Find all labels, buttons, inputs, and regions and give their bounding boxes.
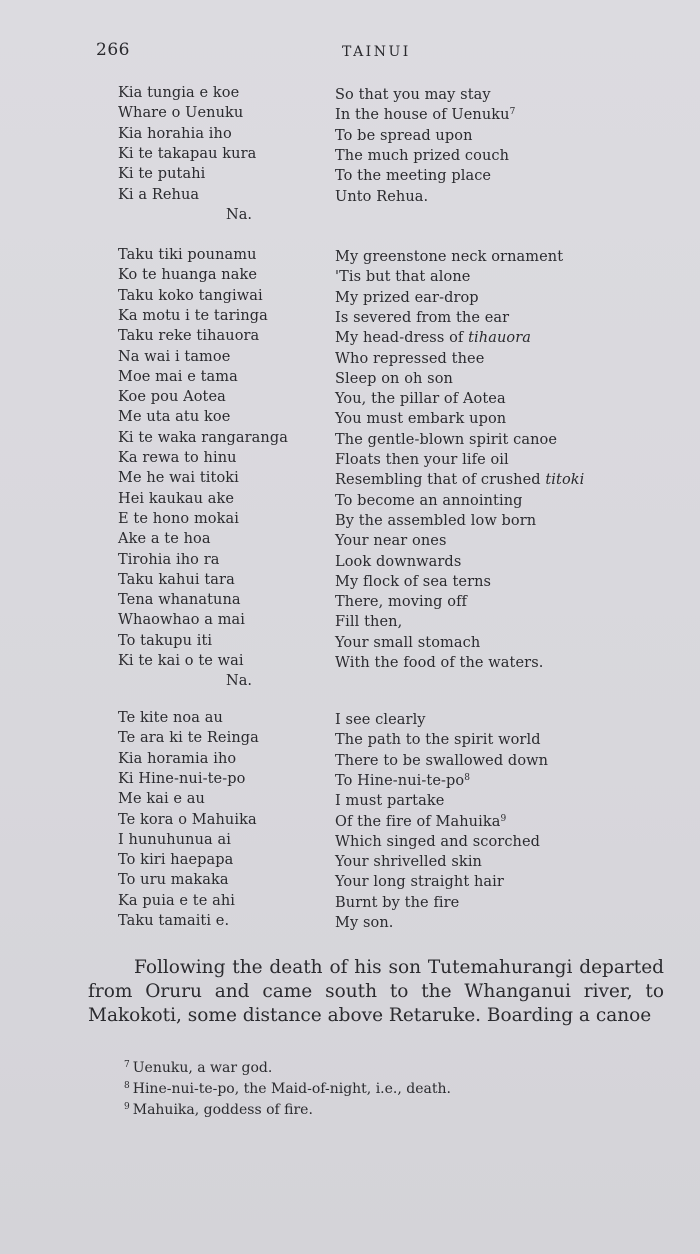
maori-line: Ka puia e te ahi: [118, 892, 236, 909]
maori-line: Koe pou Aotea: [118, 389, 226, 406]
english-line: My son.: [335, 915, 394, 931]
verse-line: [0, 409, 700, 429]
maori-line: Kia tungia e koe: [118, 85, 240, 101]
verse-line: [0, 470, 700, 490]
verse-line: [0, 832, 700, 852]
maori-line: Ki a Rehua: [118, 186, 200, 203]
english-line: Fill then,: [335, 614, 403, 631]
maori-line: Ki te waka rangaranga: [118, 429, 288, 446]
english-line: Resembling that of crushed titoki: [335, 472, 585, 489]
verse-line: [0, 126, 700, 146]
maori-line: Ko te huanga nake: [118, 267, 258, 284]
verse-line: [0, 267, 700, 287]
page-number: 266: [96, 40, 130, 60]
verse-line: [0, 146, 700, 166]
verse-line: [0, 308, 700, 328]
verse-line: [0, 389, 700, 409]
english-line: Your small stomach: [335, 634, 481, 651]
english-line: Your near ones: [335, 533, 447, 550]
english-line: Sleep on oh son: [335, 370, 453, 387]
verse-line: [0, 450, 700, 470]
refrain: Na.: [226, 673, 252, 690]
verse-line: [0, 653, 700, 673]
verse-line: [0, 572, 700, 592]
maori-line: To kiri haepapa: [118, 852, 234, 869]
italic-word: tihauora: [468, 330, 531, 347]
verse-line: [0, 531, 700, 551]
verse-line: [0, 369, 700, 389]
verse-line: [0, 913, 700, 933]
verse-line: [0, 349, 700, 369]
english-line: Burnt by the fire: [335, 894, 460, 911]
maori-line: Taku tamaiti e.: [118, 913, 230, 929]
maori-line: To uru makaka: [118, 872, 229, 889]
verse-line: [0, 592, 700, 612]
english-line: There to be swallowed down: [335, 752, 549, 769]
verse-line: [0, 552, 700, 572]
footnote-mark: 9: [124, 1102, 130, 1112]
maori-line: Whaowhao a mai: [118, 612, 246, 629]
maori-line: To takupu iti: [118, 632, 213, 649]
running-head: TAINUI: [342, 44, 411, 60]
english-line: Floats then your life oil: [335, 452, 509, 468]
english-line: The path to the spirit world: [335, 732, 541, 749]
english-line: The gentle-blown spirit canoe: [335, 431, 558, 448]
english-line: My flock of sea terns: [335, 573, 492, 590]
page-header: [96, 40, 656, 66]
verse-line: [0, 893, 700, 913]
verse-line: [0, 166, 700, 186]
maori-line: Ka rewa to hinu: [118, 450, 237, 466]
verse-line: [0, 633, 700, 653]
maori-line: Ki Hine-nui-te-po: [118, 770, 246, 787]
maori-line: E te hono mokai: [118, 510, 240, 527]
footnote: [124, 1060, 272, 1076]
verse-line: [0, 730, 700, 750]
maori-line: Ake a te hoa: [118, 531, 211, 548]
footnote-text: Mahuika, goddess of fire.: [132, 1102, 313, 1118]
verse-line: [0, 288, 700, 308]
footnote-mark: 7: [124, 1060, 130, 1070]
maori-line: Taku tiki pounamu: [118, 247, 257, 263]
verse-line: [0, 511, 700, 531]
maori-line: Taku reke tihauora: [118, 328, 260, 345]
verse-line: [0, 872, 700, 892]
maori-line: I hunuhunua ai: [118, 831, 231, 848]
footnote-mark: 8: [124, 1081, 130, 1091]
english-line: Your long straight hair: [335, 874, 504, 891]
maori-line: Me uta atu koe: [118, 409, 231, 426]
verse-line: [0, 791, 700, 811]
footnote: [124, 1081, 451, 1097]
english-line: To the meeting place: [335, 168, 492, 185]
english-line: Who repressed thee: [335, 350, 485, 367]
english-line: Look downwards: [335, 553, 462, 570]
verse-line: [0, 771, 700, 791]
english-line: My prized ear-drop: [335, 289, 479, 306]
english-line: By the assembled low born: [335, 512, 537, 529]
english-line: To Hine-$nui-te-po^8$: [335, 772, 471, 789]
maori-line: Kia horahia iho: [118, 125, 232, 142]
maori-line: Taku koko tangiwai: [118, 287, 263, 304]
english-line: You, the pillar of Aotea: [335, 391, 506, 408]
english-line: 'Tis but that alone: [335, 269, 471, 286]
english-line: You must embark upon: [335, 411, 507, 428]
english-line: I must partake: [335, 793, 445, 810]
footnote-ref: 8: [464, 772, 471, 783]
footnote-text: Uenuku, a war god.: [132, 1060, 273, 1076]
english-line: Your shrivelled skin: [335, 854, 482, 871]
english-line: With the food of the waters.: [335, 655, 544, 671]
maori-line: Ka motu i te taringa: [118, 307, 268, 324]
maori-line: Ki te kai o te wai: [118, 653, 244, 669]
english-line: I see clearly: [335, 712, 426, 728]
verse-line: [0, 328, 700, 348]
maori-line: Te kora o Mahuika: [118, 811, 257, 828]
english-line: Which singed and scorched: [335, 833, 541, 850]
verse-line: [0, 852, 700, 872]
maori-line: Me kai e au: [118, 791, 205, 808]
maori-line: Moe mai e tama: [118, 368, 238, 385]
italic-word: titoki: [545, 472, 585, 489]
verse-line: [0, 85, 700, 105]
maori-line: Tirohia iho ra: [118, 551, 220, 568]
maori-line: Ki te takapau kura: [118, 145, 257, 162]
maori-line: Taku kahui tara: [118, 571, 235, 588]
footnote: [124, 1102, 313, 1118]
footnote-text: Hine-nui-te-po, the Maid-of-night, i.e., death.: [132, 1081, 451, 1097]
verse-line: [0, 812, 700, 832]
english-line: In the house of Uenuku$^7$: [335, 107, 516, 124]
maori-line: Whare o Uenuku: [118, 105, 244, 122]
maori-line: Tena whanatuna: [118, 592, 241, 609]
prose-text: Following the death of his son Tutemahurangi departed from Oruru and came south to the Whanganui river, to Makokoti, some distance above Retaruke. Boarding a canoe: [88, 957, 664, 1026]
english-line: To become an annointing: [335, 492, 523, 509]
prose-paragraph: [88, 956, 664, 1028]
english-line: Is severed from the ear: [335, 309, 510, 326]
english-line: To be spread upon: [335, 127, 473, 144]
english-line: Unto Rehua.: [335, 188, 429, 205]
verse-line: [0, 430, 700, 450]
english-line: My head-dress of tihauora: [335, 330, 531, 347]
english-line: Of the fire of Mahuika$^9$: [335, 813, 507, 830]
english-line: The much prized couch: [335, 147, 510, 164]
maori-line: Kia horamia iho: [118, 750, 237, 767]
verse-line: [0, 751, 700, 771]
maori-line: Te kite noa au: [118, 710, 223, 726]
verse-line: [0, 491, 700, 511]
english-line: So that you may stay: [335, 87, 491, 103]
maori-line: Me he wai titoki: [118, 470, 239, 487]
refrain: Na.: [226, 206, 252, 223]
footnote-ref: 9: [500, 813, 507, 824]
maori-line: Ki te putahi: [118, 166, 206, 183]
verse-line: [0, 612, 700, 632]
english-line: There, moving off: [335, 594, 468, 611]
english-line: My greenstone neck ornament: [335, 249, 564, 265]
verse-line: [0, 105, 700, 125]
verse-line: [0, 710, 700, 730]
verse-line: [0, 247, 700, 267]
verse-line: [0, 187, 700, 207]
maori-line: Na wai i tamoe: [118, 348, 231, 365]
maori-line: Hei kaukau ake: [118, 490, 235, 507]
maori-line: Te ara ki te Reinga: [118, 730, 259, 747]
footnote-ref: 7: [509, 107, 516, 118]
